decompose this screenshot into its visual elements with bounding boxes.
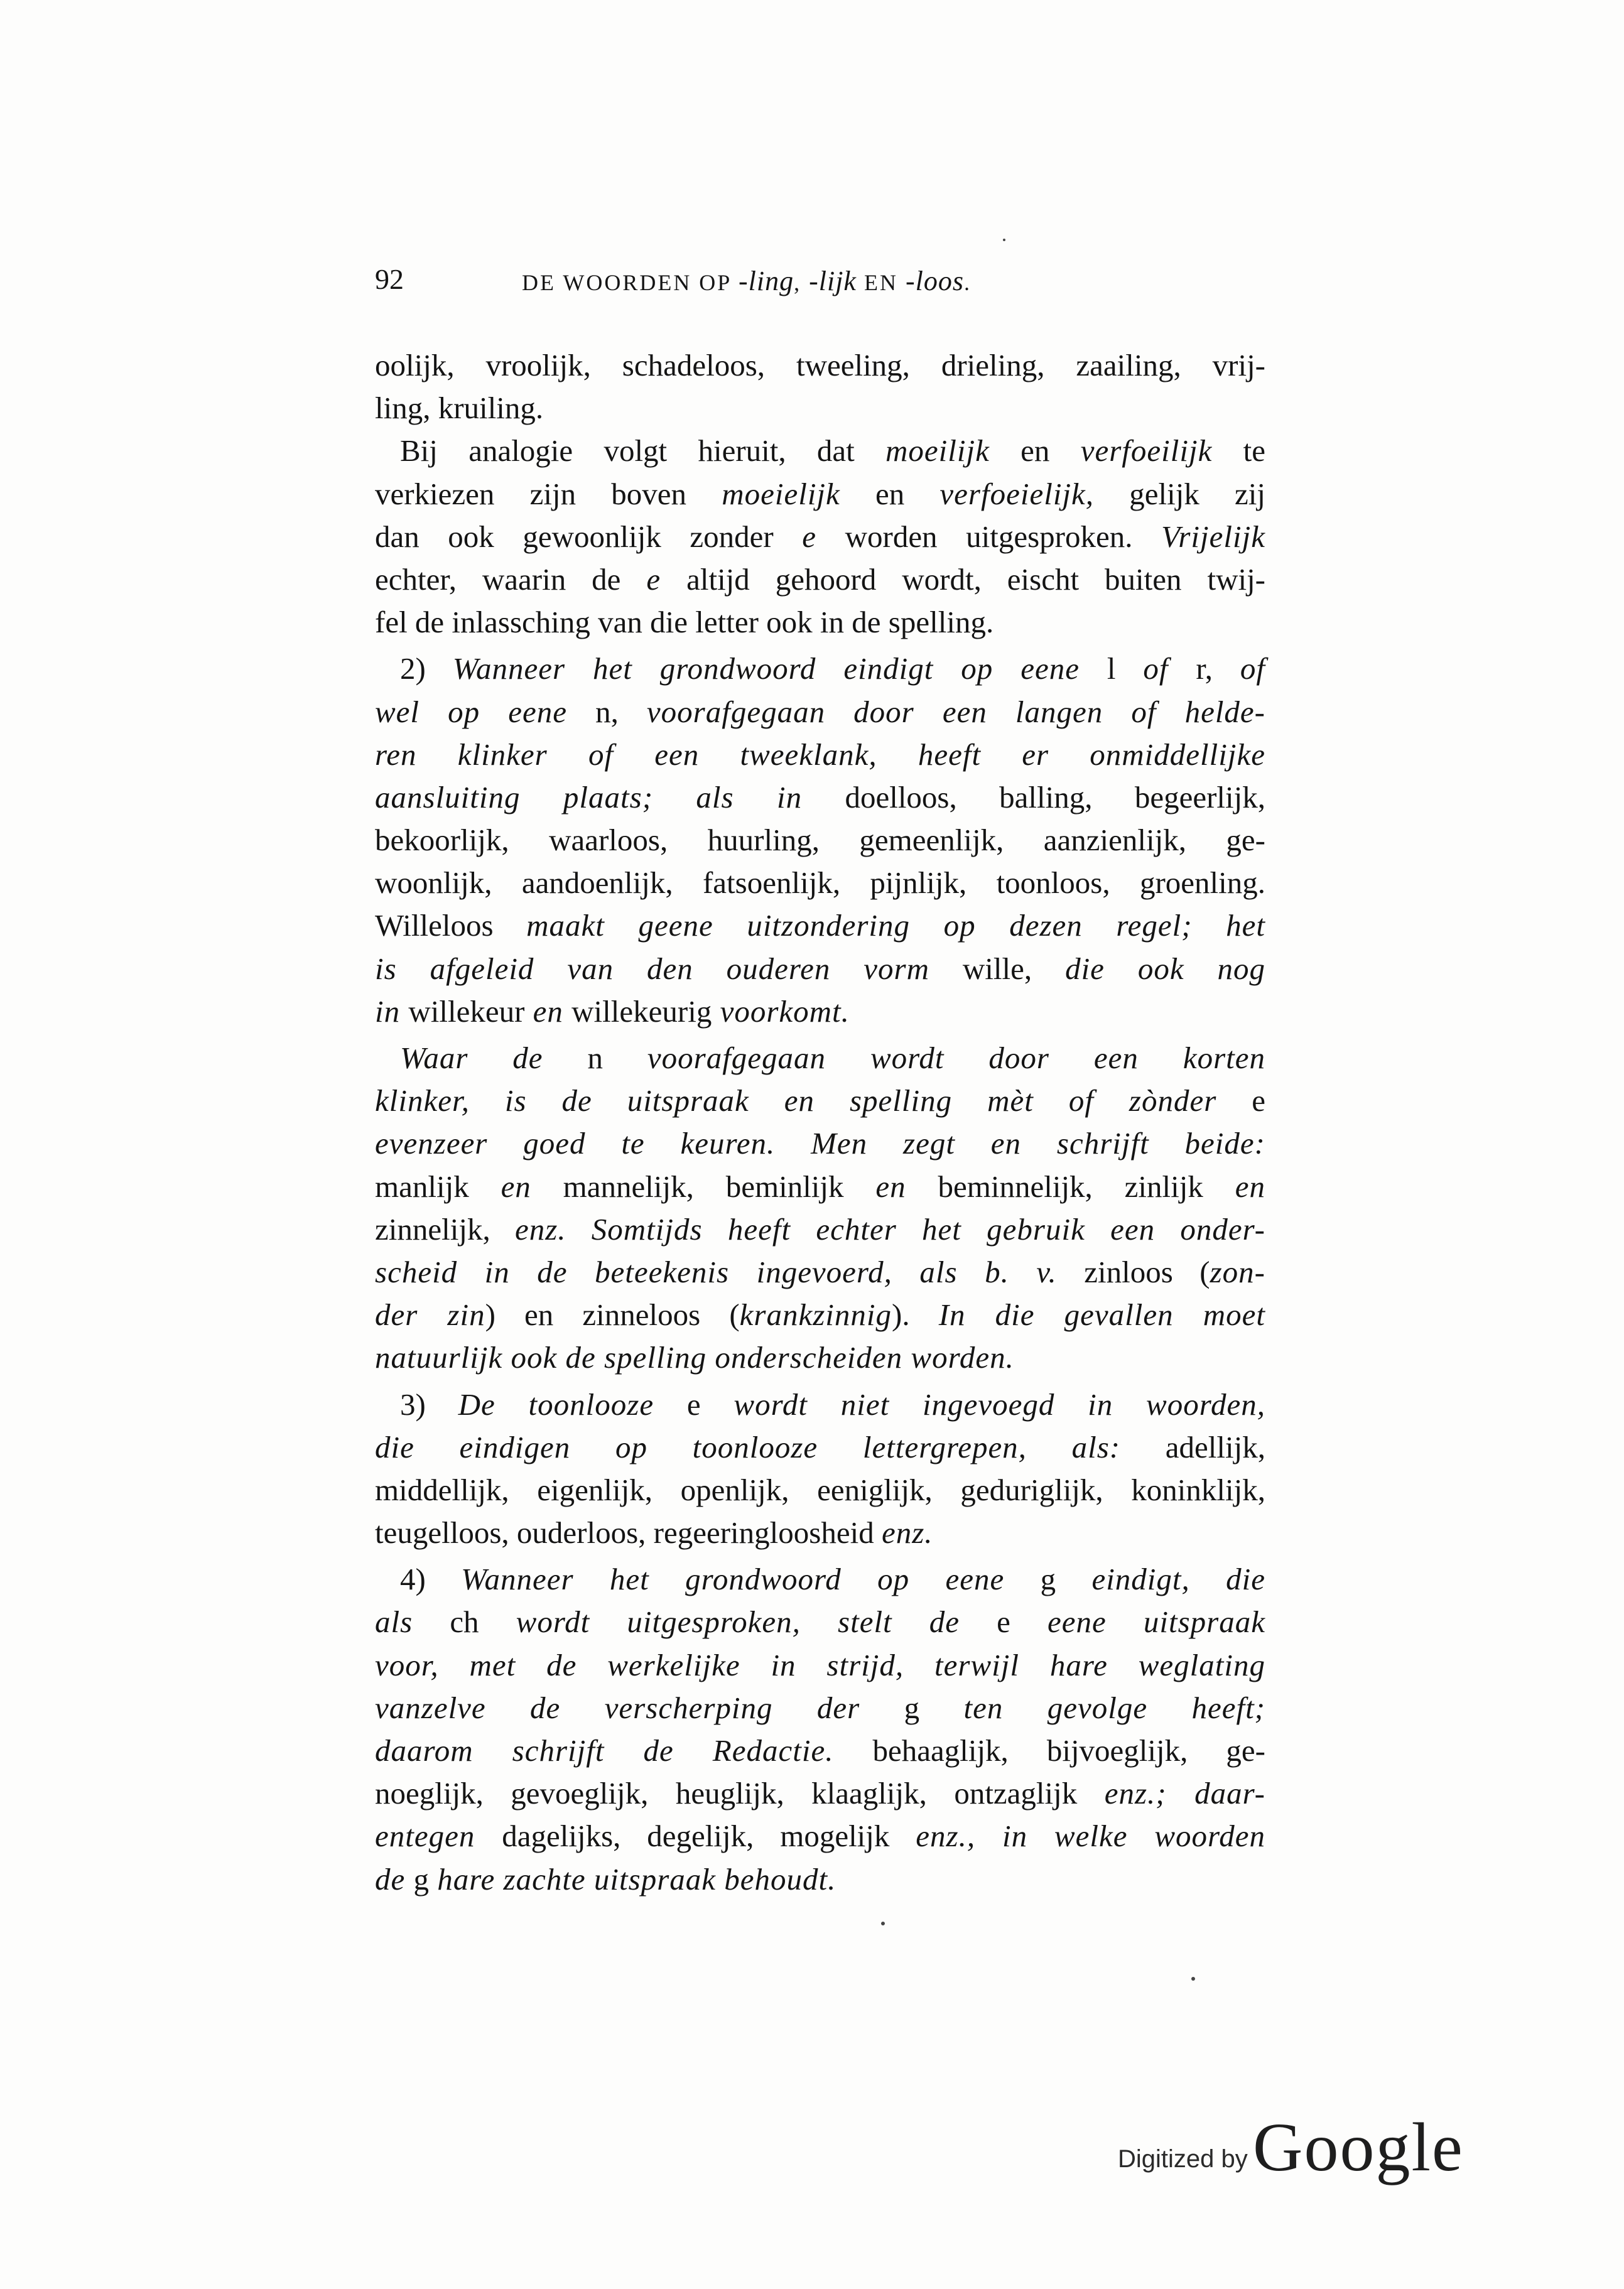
roman-run: Bij analogie volgt hieruit, dat: [400, 433, 886, 468]
roman-run: g: [1040, 1562, 1056, 1597]
italic-run: krankzinnig: [739, 1297, 892, 1333]
text-line: [375, 1815, 1265, 1858]
italic-run: Wanneer het grondwoord op eene: [461, 1562, 1041, 1597]
italic-run: evenzeer goed te keuren. Men zegt en schrijft beide:: [375, 1126, 1265, 1161]
italic-run: of: [1212, 651, 1265, 686]
italic-run: verfoeielijk,: [939, 476, 1095, 511]
italic-run: voorafgegaan door een langen of helde-: [618, 694, 1265, 729]
italic-run: die eindigen op toonlooze lettergrepen, als:: [375, 1429, 1166, 1464]
roman-run: fel de inlassching van die letter ook in de spelling.: [375, 605, 994, 640]
roman-run: behaaglijk, bijvoeglijk, ge-: [872, 1733, 1265, 1768]
text-line: [375, 691, 1265, 733]
roman-run: altijd gehoord wordt, eischt buiten twij-: [661, 561, 1266, 597]
italic-run: enz.: [881, 1515, 933, 1550]
italic-run: Vrijelijk: [1161, 519, 1265, 554]
italic-run: moeilijk: [885, 433, 990, 468]
roman-run: teugelloos, ouderloos, regeeringloosheid: [375, 1515, 882, 1550]
roman-run: g: [904, 1690, 920, 1725]
italic-run: natuurlijk ook de spelling onderscheiden worden.: [375, 1340, 1014, 1375]
roman-run: zinnelijk,: [375, 1211, 515, 1247]
digitized-by-label: Digitized by: [1118, 2145, 1248, 2173]
digitized-by-google-watermark: [1118, 2110, 1470, 2185]
text-line: [375, 1601, 1265, 1643]
roman-run: willekeur: [408, 993, 525, 1029]
text-line: [375, 387, 1265, 430]
scan-speck: [1003, 239, 1005, 241]
text-line: [375, 776, 1265, 819]
roman-run: en: [840, 476, 940, 511]
roman-run: woonlijk, aandoenlijk, fatsoenlijk, pijnlijk, toonloos, groenling.: [375, 865, 1265, 901]
text-line: [375, 1208, 1265, 1251]
text-line: [375, 1037, 1265, 1080]
italic-run: eindigt, die: [1056, 1562, 1265, 1597]
roman-run: 4): [400, 1562, 462, 1597]
text-line: [375, 1858, 1265, 1901]
running-title-part: -lijk: [809, 266, 857, 296]
italic-run: wel op eene: [375, 694, 596, 729]
roman-run: en: [989, 433, 1081, 468]
text-line: [375, 344, 1265, 387]
text-line: [375, 1080, 1265, 1122]
text-line: [375, 473, 1265, 516]
text-line: [375, 1729, 1265, 1772]
italic-run: aansluiting plaats; als in: [375, 779, 845, 814]
roman-run: noeglijk, gevoeglijk, heuglijk, klaaglijk, ontzaglijk: [375, 1776, 1105, 1811]
italic-run: of: [1115, 651, 1196, 686]
google-logo: Google: [1253, 2109, 1464, 2185]
italic-run: klinker, is de uitspraak en spelling mèt of zònder: [375, 1083, 1252, 1118]
italic-run: ten gevolge heeft;: [919, 1690, 1266, 1725]
text-line: [375, 1512, 1265, 1554]
roman-run: willekeurig: [571, 993, 712, 1029]
italic-run: in: [375, 993, 409, 1029]
roman-run: worden uitgesproken.: [816, 519, 1162, 554]
roman-run: gelijk zij: [1094, 476, 1265, 511]
roman-run: echter, waarin de: [375, 561, 647, 597]
text-line: [375, 1644, 1265, 1687]
italic-run: en: [524, 993, 572, 1029]
text-line: [375, 516, 1265, 558]
roman-run: dan ook gewoonlijk zonder: [375, 519, 803, 554]
running-title-part: -loos: [905, 266, 964, 296]
italic-run: wordt niet ingevoegd in woorden,: [700, 1387, 1265, 1422]
italic-run: In die gevallen moet: [938, 1297, 1265, 1333]
scan-speck: [1191, 1977, 1195, 1981]
roman-run: e: [1252, 1083, 1265, 1118]
text-line: [375, 601, 1265, 644]
running-title-part: ,: [794, 270, 809, 295]
roman-run: ).: [892, 1297, 939, 1333]
page-header: [375, 262, 1265, 306]
italic-run: der zin: [375, 1297, 485, 1333]
italic-run: en: [1235, 1169, 1265, 1204]
roman-run: beminnelijk, zinlijk: [906, 1169, 1235, 1204]
roman-run: Willeloos: [375, 908, 527, 943]
italic-run: maakt geene uitzondering op dezen regel; het: [526, 908, 1265, 943]
italic-run: scheid in de beteekenis ingevoerd, als b. v.: [375, 1254, 1085, 1289]
text-line: [375, 990, 1265, 1033]
roman-run: adellijk,: [1165, 1429, 1265, 1464]
text-line: [375, 1166, 1265, 1208]
roman-run: manlijk: [375, 1169, 501, 1204]
body-text: [375, 344, 1265, 1901]
italic-run: enz.; daar-: [1104, 1776, 1265, 1811]
roman-run: middellijk, eigenlijk, openlijk, eeniglijk, geduriglijk, koninklijk,: [375, 1472, 1265, 1507]
italic-run: Waar de: [400, 1041, 588, 1075]
roman-run: e: [686, 1387, 701, 1422]
text-line: [375, 1772, 1265, 1815]
roman-run: 2): [400, 651, 453, 686]
italic-run: voorafgegaan wordt door een korten: [602, 1041, 1265, 1075]
text-line: [375, 948, 1265, 990]
roman-run: te: [1212, 433, 1265, 468]
text-line: [375, 733, 1265, 776]
italic-run: en: [501, 1169, 531, 1204]
roman-run: n: [587, 1041, 603, 1075]
running-title-part: EN: [856, 270, 906, 295]
italic-run: wordt uitgesproken, stelt de: [479, 1604, 997, 1640]
italic-run: De toonlooze: [458, 1387, 687, 1422]
italic-run: verfoeilijk: [1080, 433, 1213, 468]
italic-run: eene uitspraak: [1010, 1604, 1266, 1640]
roman-run: r,: [1196, 651, 1213, 686]
roman-run: bekoorlijk, waarloos, huurling, gemeenlijk, aanzienlijk, ge-: [375, 823, 1265, 858]
running-title: [522, 265, 972, 297]
italic-run: moeielijk: [722, 476, 840, 511]
running-title-part: .: [963, 270, 972, 295]
page-number: 92: [375, 263, 404, 295]
italic-run: entegen: [375, 1819, 502, 1854]
text-line: [375, 904, 1265, 947]
roman-run: dagelijks, degelijk, mogelijk: [502, 1819, 916, 1854]
text-line: [375, 1251, 1265, 1294]
roman-run: e: [997, 1604, 1010, 1640]
italic-run: zon-: [1210, 1254, 1265, 1289]
italic-run: is afgeleid van den ouderen vorm: [375, 951, 963, 986]
roman-run: oolijk, vroolijk, schadeloos, tweeling, drieling, zaailing, vrij-: [375, 348, 1265, 382]
roman-run: l: [1107, 651, 1116, 686]
italic-run: enz., in welke woorden: [916, 1819, 1266, 1854]
italic-run: enz. Somtijds heeft echter het gebruik een onder-: [514, 1211, 1265, 1247]
text-line: [375, 1294, 1265, 1336]
text-line: [375, 1122, 1265, 1165]
text-line: [375, 1383, 1265, 1426]
text-line: [375, 819, 1265, 862]
text-line: [375, 862, 1265, 904]
italic-run: en: [875, 1169, 906, 1204]
text-line: [375, 1687, 1265, 1729]
text-line: [375, 1336, 1265, 1379]
text-line: [375, 1426, 1265, 1469]
roman-run: 3): [400, 1387, 458, 1422]
text-line: [375, 647, 1265, 690]
italic-run: e: [802, 519, 817, 554]
italic-run: e: [646, 561, 661, 597]
roman-run: n,: [595, 694, 619, 729]
scan-speck: [881, 1922, 885, 1925]
roman-run: ) en zinneloos (: [485, 1297, 740, 1333]
roman-run: doelloos, balling, begeerlijk,: [845, 779, 1265, 814]
italic-run: die ook nog: [1032, 951, 1265, 986]
text-line: [375, 430, 1265, 472]
italic-run: ren klinker of een tweeklank, heeft er onmiddellijke: [375, 737, 1265, 772]
roman-run: ling, kruiling.: [375, 391, 544, 426]
roman-run: g: [413, 1861, 429, 1897]
italic-run: vanzelve de verscherping der: [375, 1690, 904, 1725]
running-title-part: DE WOORDEN OP: [522, 270, 739, 295]
text-line: [375, 1469, 1265, 1512]
roman-run: zinloos (: [1084, 1254, 1210, 1289]
italic-run: voor, met de werkelijke in strijd, terwijl hare weglating: [375, 1647, 1265, 1682]
italic-run: de: [375, 1861, 414, 1897]
roman-run: wille,: [962, 951, 1032, 986]
text-line: [375, 1558, 1265, 1601]
roman-run: mannelijk, beminlijk: [531, 1169, 876, 1204]
roman-run: ch: [450, 1604, 479, 1640]
italic-run: hare zachte uitspraak behoudt.: [429, 1861, 836, 1897]
italic-run: Wanneer het grondwoord eindigt op eene: [452, 651, 1107, 686]
italic-run: voorkomt.: [712, 993, 850, 1029]
running-title-part: -ling: [739, 266, 794, 296]
text-line: [375, 558, 1265, 601]
italic-run: daarom schrijft de Redactie.: [375, 1733, 873, 1768]
italic-run: als: [375, 1604, 450, 1640]
roman-run: verkiezen zijn boven: [375, 476, 722, 511]
